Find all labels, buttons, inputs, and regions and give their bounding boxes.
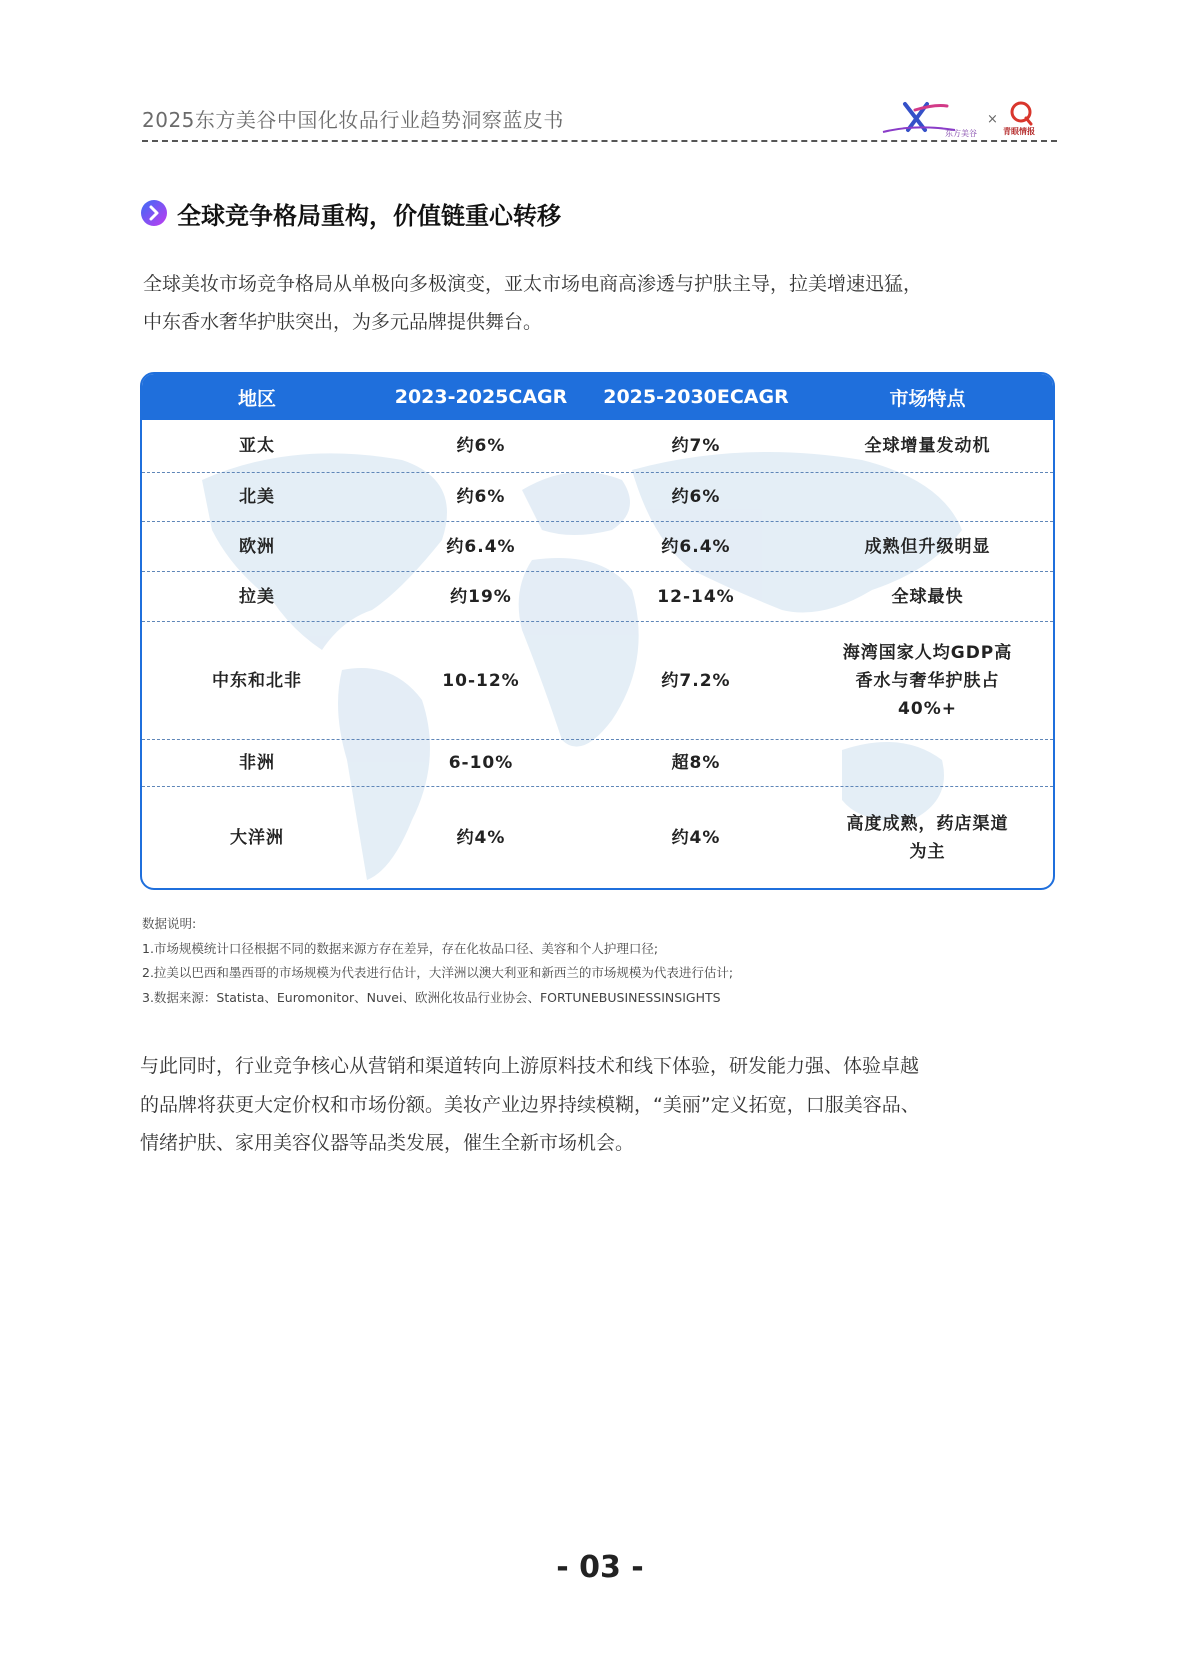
chevron-right-icon xyxy=(140,199,168,227)
table-row xyxy=(142,787,1053,888)
cell-region: 北美 xyxy=(239,487,275,507)
cell-feature-line: 高度成熟，药店渠道 xyxy=(846,813,1009,834)
qingyan-logo-text: 青眼情报 xyxy=(1003,127,1035,136)
cell-region: 中东和北非 xyxy=(212,670,302,691)
intro-line: 中东香水奢华护肤突出，为多元品牌提供舞台。 xyxy=(143,311,543,333)
intro-line: 全球美妆市场竞争格局从单极向多极演变，亚太市场电商高渗透与护肤主导，拉美增速迅猛， xyxy=(143,273,923,295)
cell-feature xyxy=(802,639,1053,723)
page-number: - 03 - xyxy=(556,1550,644,1585)
header-divider xyxy=(142,140,1057,142)
cell-feature-line: 为主 xyxy=(909,841,946,862)
cell-cagr: 约6% xyxy=(456,436,506,456)
table-row xyxy=(142,572,1053,622)
column-header-region: 地区 xyxy=(237,387,276,410)
cell-feature: 全球最快 xyxy=(891,586,964,607)
cell-region: 大洋洲 xyxy=(230,827,284,848)
document-title: 2025东方美谷中国化妆品行业趋势洞察蓝皮书 xyxy=(142,108,564,132)
cell-ecagr: 约6.4% xyxy=(661,536,731,557)
cell-region: 欧洲 xyxy=(239,536,275,557)
table-row xyxy=(142,420,1053,473)
cell-region: 拉美 xyxy=(239,586,275,607)
table-header xyxy=(142,374,1053,420)
data-notes xyxy=(142,912,1057,1010)
dongfang-meigu-logo-text: 东方美谷 xyxy=(945,129,977,138)
cell-feature-line: 40%+ xyxy=(898,698,957,719)
table-row xyxy=(142,622,1053,740)
cell-feature-line: 海湾国家人均GDP高 xyxy=(842,642,1013,663)
cell-cagr: 约6.4% xyxy=(446,536,516,557)
body-paragraph xyxy=(140,1047,1065,1163)
logo-separator: × xyxy=(987,112,998,127)
regional-cagr-table xyxy=(140,372,1055,890)
table-row xyxy=(142,522,1053,572)
column-header-ecagr-2025-2030: 2025-2030ECAGR xyxy=(603,386,789,408)
note-item: 2.拉美以巴西和墨西哥的市场规模为代表进行估计，大洋洲以澳大利亚和新西兰的市场规模为代表进行估计; xyxy=(142,965,734,980)
note-item: 3.数据来源：Statista、Euromonitor、Nuvei、欧洲化妆品行业协会、FORTUNEBUSINESSINSIGHTS xyxy=(142,989,721,1005)
cell-feature-line: 香水与奢华护肤占 xyxy=(855,670,1000,691)
body-line: 与此同时，行业竞争核心从营销和渠道转向上游原料技术和线下体验，研发能力强、体验卓越 xyxy=(140,1055,920,1077)
cell-feature: 成熟但升级明显 xyxy=(864,536,991,557)
cell-ecagr: 12-14% xyxy=(657,586,735,607)
section-title: 全球竞争格局重构，价值链重心转移 xyxy=(177,202,561,230)
notes-title: 数据说明: xyxy=(142,916,197,931)
cell-ecagr: 约4% xyxy=(671,827,721,848)
cell-cagr: 约6% xyxy=(456,487,506,507)
cell-region: 亚太 xyxy=(239,436,275,456)
cell-ecagr: 约6% xyxy=(671,487,721,507)
cell-cagr: 10-12% xyxy=(442,670,520,691)
body-line: 情绪护肤、家用美容仪器等品类发展，催生全新市场机会。 xyxy=(140,1132,635,1154)
cell-ecagr: 约7.2% xyxy=(661,670,731,691)
column-header-market-feature: 市场特点 xyxy=(889,387,966,410)
body-line: 的品牌将获更大定价权和市场份额。美妆产业边界持续模糊，“美丽”定义拓宽，口服美容品、 xyxy=(140,1093,920,1116)
cell-cagr: 6-10% xyxy=(448,753,514,773)
cell-feature xyxy=(802,810,1053,866)
table-row xyxy=(142,740,1053,787)
intro-paragraph xyxy=(143,265,1063,341)
cell-ecagr: 约7% xyxy=(671,436,721,456)
cell-feature: 全球增量发动机 xyxy=(864,436,991,456)
partner-logos xyxy=(875,100,1057,142)
cell-region: 非洲 xyxy=(239,753,275,773)
cell-ecagr: 超8% xyxy=(671,753,721,773)
cell-cagr: 约4% xyxy=(456,827,506,848)
column-header-cagr-2023-2025: 2023-2025CAGR xyxy=(394,386,568,408)
table-row xyxy=(142,473,1053,522)
note-item: 1.市场规模统计口径根据不同的数据来源方存在差异，存在化妆品口径、美容和个人护理口径; xyxy=(142,940,659,956)
cell-cagr: 约19% xyxy=(450,586,512,607)
